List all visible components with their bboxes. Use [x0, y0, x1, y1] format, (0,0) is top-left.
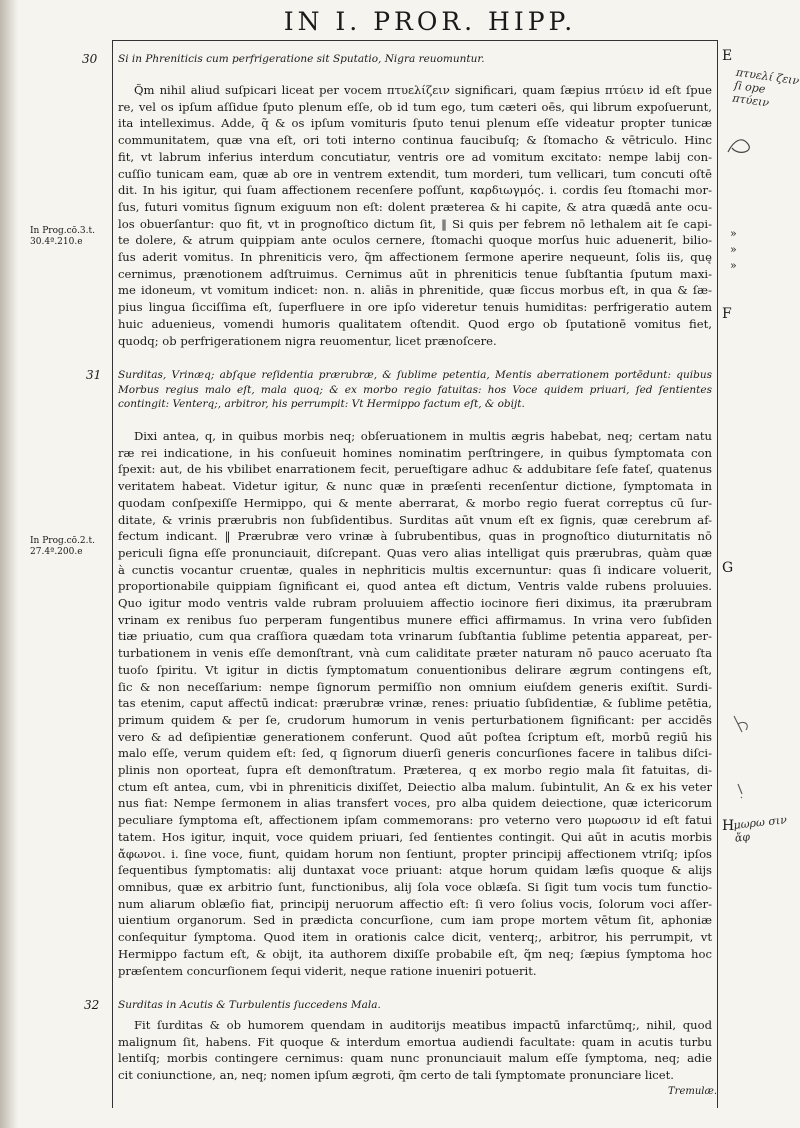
- text-line: ἄφωνοι. i. ſine voce, fiunt, quidam horum non ſentiunt, propter principij affectionem vtriſq; ipſos: [118, 846, 712, 861]
- text-line: dit. In his igitur, qui ſuam affectionem recenſere poſſunt, καρδιωγμός. i. cordis ſeu ſtomachi mor-: [118, 183, 712, 198]
- text-line: Q̃m nihil aliud suſpicari liceat per vocem πτυελίζειν significari, quam ſæpius πτύειν id eſt ſpue: [134, 83, 712, 97]
- text-line: los obuerſantur: quo fit, vt in prognoſtico dictum ſit, ‖ Si quis per febrem nō lethalem ait ſe capi-: [118, 216, 712, 231]
- commentary-block: [118, 428, 712, 979]
- margin-reference-line: In Prog.cō.3.t.: [30, 226, 95, 236]
- text-line: à cunctis vocantur cruentæ, quales in nephriticis multis excernuntur: quas ſi indicare voluerit,: [118, 562, 712, 577]
- text-line: ſus aderit vomitus. In phreniticis vero, q̃m affectionem ſermone aperire nequeunt, ſolis iis, quę: [118, 250, 712, 265]
- text-line: nus fiat: Nempe ſermonem in alias transfert voces, pro alba quidem deiectione, quæ ictericorum: [118, 796, 712, 811]
- text-line: omnibus, quæ ex arbitrio ſunt, functionibus, alij ſola voce oblæſa. Si ſigit tum vocis tum functio-: [118, 879, 712, 894]
- text-line: veritatem habeat. Videtur igitur, & nunc quæ in præſenti recenſentur dictione, ſymptomata in: [118, 479, 712, 494]
- text-line: præſentem concurſionem ſequi viderit, neque ratione inueniri potuerit.: [118, 963, 537, 978]
- running-head: IN I. PROR. HIPP.: [283, 7, 577, 36]
- text-line: ctum eſt antea, cum, vbi in phreniticis dixiſſet, Deiectio alba malum. ſubintulit, An & ex his veter: [118, 779, 712, 794]
- commentary-block: [118, 1017, 712, 1084]
- text-line: ſic & non neceſſarium: nempe ſignorum permiſſio non omnium eiuſdem generis exiſtit. Surdi-: [118, 679, 712, 694]
- section-number: 31: [86, 368, 102, 382]
- margin-reference-line: 30.4ª.210.e: [30, 237, 83, 247]
- text-line: fit, vt labrum inferius interdum concutiatur, ventris ore ad vomitum excitato: nempe labij con-: [118, 149, 712, 164]
- handwritten-annotation: πτυελί ζειν ſi ope πτύειν: [731, 65, 800, 110]
- text-line: uientium organorum. Sed in prædicta concurſione, cum iam prope mortem vētum ſit, aphoniæ: [118, 913, 712, 928]
- text-line: tiæ priuatio, cum qua craſſiora quædam tota vrinarum ſubſtantia ſublime petentia appareat, per-: [118, 629, 712, 644]
- text-line: num aliarum oblæſio fiat, principij neruorum affectio eſt: ſi vero ſolius vocis, ſolorum voci aſſer-: [118, 896, 712, 911]
- aphorism-heading: Surditas in Acutis & Turbulentis ſuccedens Mala.: [118, 999, 381, 1011]
- text-line: me idoneum, vt vomitum indicet: non. n. aliās in phrenitide, quæ ſiccus morbus eſt, in qua & ſæ-: [118, 283, 712, 298]
- text-line: peculiare ſymptoma eſt, affectionem ipſam commemorans: pro veterno vero μωρωσιν id eſt fatui: [118, 813, 712, 828]
- left-column-rule: [112, 40, 113, 1108]
- text-line: Dixi antea, q, in quibus morbis neq; obſeruationem in multis ægris habebat, neq; certam natu: [134, 429, 712, 443]
- text-line: ræ rei indicatione, in his conſueuit homines nominatim perſtringere, in quibus ſymptomata con: [118, 445, 712, 460]
- quotation-marks: » » »: [730, 227, 737, 272]
- text-line: malignum ſit, habens. Fit quoque & interdum emortua audiendi facultate: quam in acutis turbu: [118, 1034, 712, 1049]
- text-line: cuſſio tunicam eam, quæ ab ore in ventrem extendit, tum morderi, tum vellicari, tum concuti oſtē: [118, 166, 712, 181]
- header-rule: [112, 40, 718, 41]
- text-line: vrinam ex renibus ſuo perperam fungentibus munere effici affirmamus. In vrina vero ſubſiden: [118, 612, 712, 627]
- pen-scribble-icon: [732, 780, 752, 800]
- pen-scribble-icon: [728, 710, 758, 740]
- text-line: proportionabile quippiam ſignificant ei, quod antea eſt dictum, Ventris valde rubens proluuies.: [118, 579, 712, 594]
- text-line: tuoſo ſpiritu. Vt igitur in dictis ſymptomatum conuentionibus delirare ægrum contingens eſt,: [118, 662, 712, 677]
- text-line: Fit ſurditas & ob humorem quendam in auditorijs meatibus impactū infarctūmq;, nihil, quod: [134, 1018, 712, 1032]
- section-number: 30: [82, 52, 98, 66]
- margin-reference-line: 27.4ª.200.e: [30, 547, 83, 557]
- margin-reference: [30, 536, 95, 558]
- text-line: fectum indicant. ‖ Prærubræ vero vrinæ à ſubrubentibus, quas in prognoſtico diuturnitatis nō: [118, 529, 712, 544]
- margin-letter: H: [722, 818, 735, 834]
- text-line: conſequitur ſymptoma. Quod item in orationis calce dicit, venterq;, arbitror, his perrumpit, vt: [118, 930, 712, 945]
- text-line: ita intelleximus. Adde, q̃ & os ipſum vomituris ſputo tenui plenum eſſe videatur propter tunicæ: [118, 116, 712, 131]
- text-line: quodam conſpexiſſe Hermippo, qui & mente aberrarat, & morbo regio fuerat correptus cū ſur-: [118, 495, 712, 510]
- catchword: Tremulæ.: [668, 1086, 718, 1097]
- pen-scribble-icon: [724, 130, 754, 160]
- text-line: te dolere, & atrum quippiam ante oculos cernere, ſtomachi quoque morſus huic aduenerit, bilio-: [118, 233, 712, 248]
- text-line: ditate, & vrinis prærubris non ſubſidentibus. Surditas aūt vnum eſt ex ſignis, quæ cerebrum af-: [118, 512, 712, 527]
- text-line: quodq; ob perfrigerationem nigra reuomentur, licet prænoſcere.: [118, 333, 497, 348]
- margin-reference: [30, 226, 95, 248]
- text-line: primum quidem & per ſe, crudorum humorum in venis perturbationem ſignificant: per accidēs: [118, 712, 712, 727]
- section-number: 32: [84, 998, 100, 1012]
- text-line: tas etenim, caput affectū indicat: prærubræ vrinæ, renes: priuatio ſubſidentiæ, & ſublime petētia,: [118, 696, 712, 711]
- margin-reference-line: In Prog.cō.2.t.: [30, 536, 95, 546]
- text-line: plinis non oporteat, ſupra eſt demonſtratum. Præterea, q ex morbo regio mala ſit fatuitas, di-: [118, 763, 712, 778]
- text-line: cit coniunctione, an, neq; nomen ipſum ægroti, q̃m certo de tali ſymptomate pronunciare licet.: [118, 1068, 674, 1083]
- text-line: ſpexit: aut, de his vbilibet enarrationem fecit, perueſtigare adhuc & addubitare ſeſe fateſ, quatenus: [118, 462, 712, 477]
- binding-shadow: [0, 0, 18, 1128]
- handwritten-annotation: μωρω σιν ἄφ: [732, 813, 788, 845]
- text-line: Hermippo factum eſt, & obijt, ita authorem dixiſſe probabile eſt, q̃m neq; ſæpius ſymptoma hoc: [118, 946, 712, 961]
- margin-letter: F: [722, 306, 732, 322]
- text-line: tatem. Hos igitur, inquit, voce quidem priuari, ſed ſentientes contingit. Qui aūt in acutis morbis: [118, 829, 712, 844]
- commentary-block: [118, 82, 712, 349]
- aphorism-heading: Surditas, Vrinæq; abſque reſidentia prærubræ, & ſublime petentia, Mentis aberrationem portēdunt: quibus Morbus regius malo eſt, mala quoq; & ex morbo regio fatuitas: hos Voce quidem priuari, ſed ſentientes contingit: Venterq;, arbitror, his perrumpit: Vt Hermippo factum eſt, & obijt.: [118, 369, 712, 410]
- text-line: communitatem, quæ vna eſt, ori toti interno continua faucibuſq; & ſtomacho & vētriculo. Hinc: [118, 133, 712, 148]
- aphorism-heading: Si in Phreniticis cum perfrigeratione sit Sputatio, Nigra reuomuntur.: [118, 53, 485, 65]
- text-line: periculi ſigna eſſe pronunciauit, diſcrepant. Quas vero alias intelligat quis prærubras, quàm quæ: [118, 545, 712, 560]
- margin-letter: G: [722, 560, 734, 576]
- text-line: lentiſq; morbis contingere cernimus: quam nunc pronunciauit malum eſſe ſymptoma, neq; adie: [118, 1051, 712, 1066]
- text-line: malo eſſe, verum quidem eſt: ſed, q ſignorum diuerſi generis concurſiones facere in talibus diſci-: [118, 746, 712, 761]
- text-line: cernimus, prænotionem adſtruimus. Cernimus aūt in phreniticis tenue ſubſtantia ſputum maxi-: [118, 266, 712, 281]
- text-line: turbationem in venis eſſe demonſtrant, vnà cum caliditate præter naturam nō pauco aceruato ſta: [118, 646, 712, 661]
- text-line: huic aduenieus, vomendi humoris qualitatem oſtendit. Quod ergo ob ſputationē vomitus fiet,: [118, 316, 712, 331]
- right-column-rule: [717, 40, 718, 1108]
- text-line: vero & ad deſipientiæ generationem conferunt. Quod aūt poſtea ſcriptum eſt, morbū regiū his: [118, 729, 712, 744]
- margin-letter: E: [722, 48, 733, 64]
- text-line: Quo igitur modo ventris valde rubram proluuiem affectio iocinore fieri diximus, ita prærubram: [118, 596, 712, 611]
- text-line: ſus, futuri vomitus ſignum exiguum non eſt: dolent præterea & hi capite, & atra quædā ante ocu-: [118, 199, 712, 214]
- text-line: re, vel os ipſum aſſidue ſputo plenum eſſe, ob id tum ego, tum cæteri oēs, qui librum expoſuerunt,: [118, 99, 712, 114]
- text-line: pius lingua ſicciſſima eſt, ſuperfluere in ore ipſo videretur tenuis humiditas: perfrigeratio autem: [118, 300, 712, 315]
- text-line: ſequentibus ſymptomatis: alij duntaxat voce priuant: atque horum quidam læſis quoque & alijs: [118, 863, 712, 878]
